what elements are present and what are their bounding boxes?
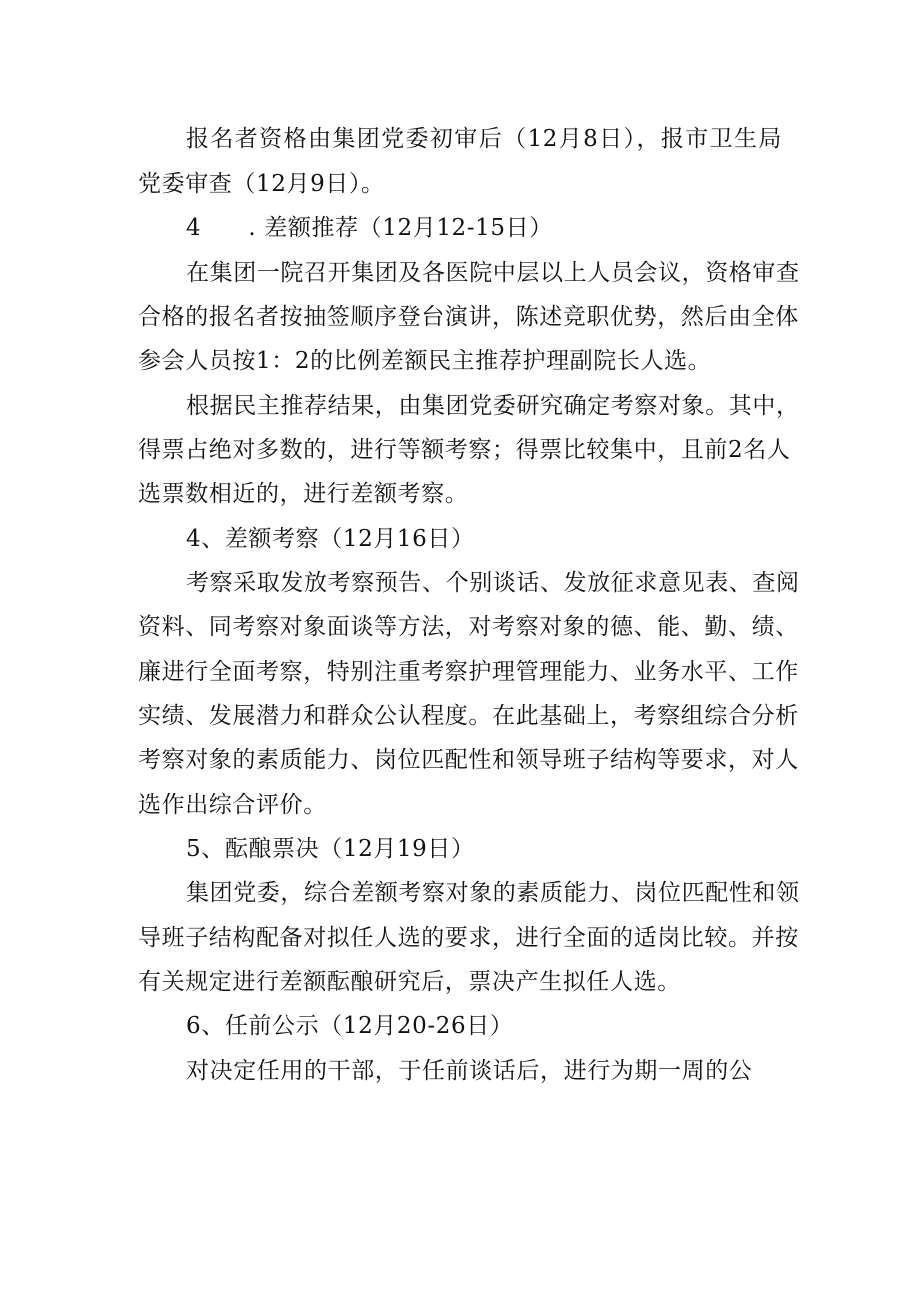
- section-heading: 4、差额考察（12月16日）: [186, 526, 475, 552]
- text-line: 合格的报名者按抽签顺序登台演讲，陈述竞职优势，然后由全体: [138, 304, 799, 330]
- text-line: 实绩、发展潜力和群众公认程度。在此基础上，考察组综合分析: [138, 703, 799, 729]
- text-line: 资料、同考察对象面谈等方法，对考察对象的德、能、勤、绩、: [138, 614, 799, 640]
- text-line: 报名者资格由集团党委初审后（12月8日），报市卫生局: [186, 126, 782, 152]
- text-line: 导班子结构配备对拟任人选的要求，进行全面的适岗比较。并按: [138, 925, 799, 951]
- text-line: 参会人员按1：2的比例差额民主推荐护理副院长人选。: [138, 348, 712, 374]
- text-line: 根据民主推荐结果，由集团党委研究确定考察对象。其中，: [186, 393, 800, 419]
- text-line: 选作出综合评价。: [138, 792, 327, 818]
- text-line: 考察对象的素质能力、岗位匹配性和领导班子结构等要求，对人: [138, 747, 799, 773]
- text-line: 考察采取发放考察预告、个别谈话、发放征求意见表、查阅: [186, 570, 800, 596]
- text-line: 集团党委，综合差额考察对象的素质能力、岗位匹配性和领: [186, 880, 800, 906]
- text-line: 选票数相近的，进行差额考察。: [138, 481, 469, 507]
- section-heading: 4 . 差额推荐（12月12-15日）: [186, 215, 553, 241]
- section-heading: 5、酝酿票决（12月19日）: [186, 836, 475, 862]
- text-line: 在集团一院召开集团及各医院中层以上人员会议，资格审查: [186, 260, 800, 286]
- text-line: 廉进行全面考察，特别注重考察护理管理能力、业务水平、工作: [138, 659, 799, 685]
- section-heading: 6、任前公示（12月20-26日）: [186, 1013, 514, 1039]
- text-line: 党委审查（12月9日）。: [138, 171, 385, 197]
- text-line: 对决定任用的干部，于任前谈话后，进行为期一周的公: [186, 1058, 753, 1084]
- text-line: 有关规定进行差额酝酿研究后，票决产生拟任人选。: [138, 969, 681, 995]
- text-line: 得票占绝对多数的，进行等额考察；得票比较集中，且前2名人: [138, 437, 791, 463]
